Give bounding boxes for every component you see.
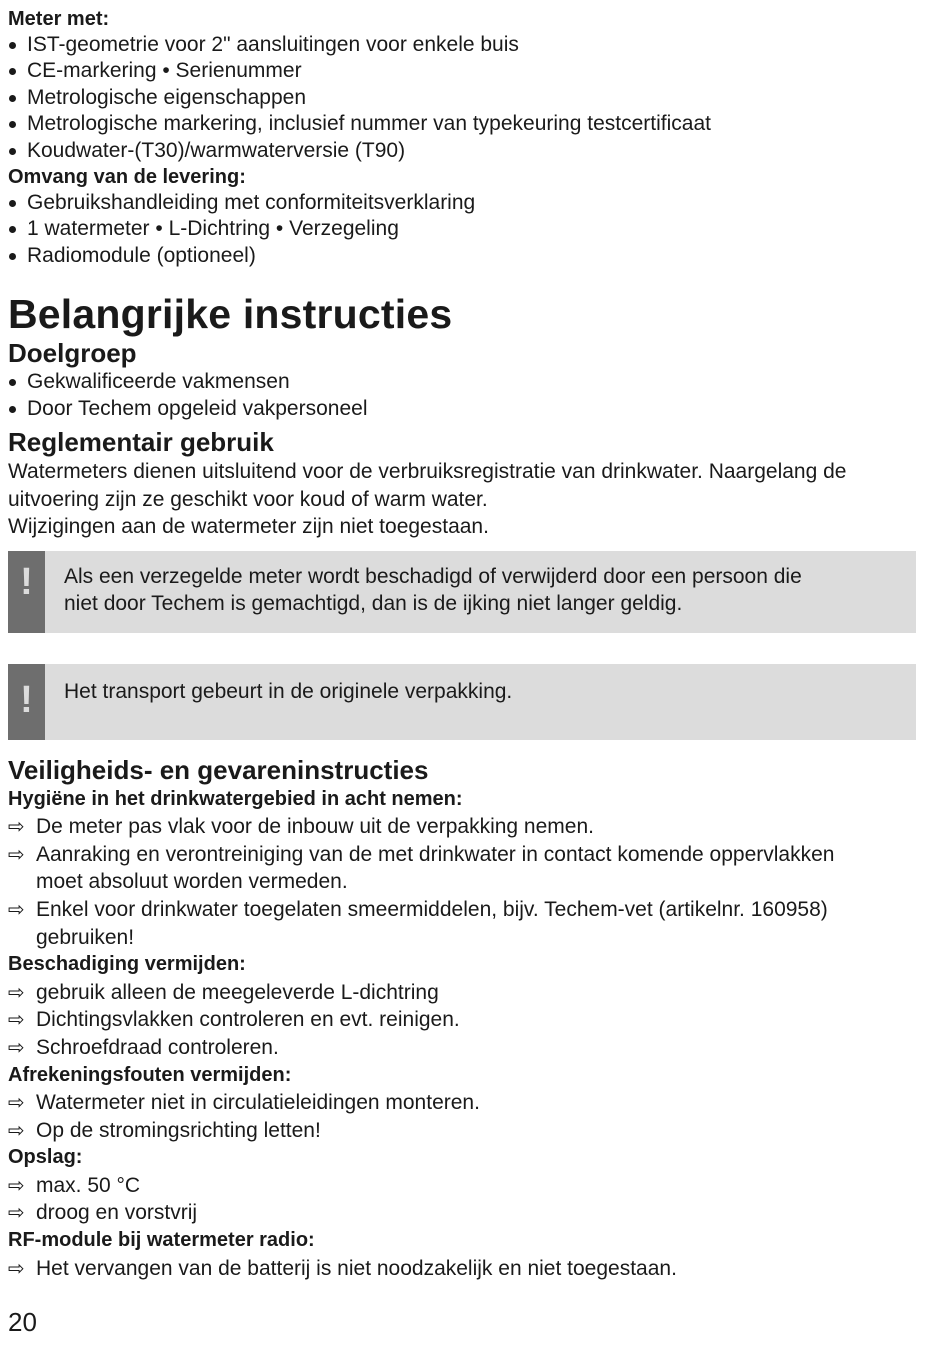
warning-box: [8, 551, 916, 633]
list-item: ⇨ droog en vorstvrij: [8, 1199, 933, 1227]
billing-heading: Afrekeningsfouten vermijden:: [8, 1063, 292, 1086]
bullet-icon: [9, 68, 16, 75]
exclamation-icon: !: [8, 551, 45, 633]
storage-list: [8, 1172, 933, 1227]
arrow-right-icon: ⇨: [8, 1007, 25, 1032]
list-item: CE-markering • Serienummer: [8, 58, 933, 84]
arrow-right-icon: ⇨: [8, 1200, 25, 1225]
list-item: ⇨ De meter pas vlak voor de inbouw uit de verpakking nemen.: [8, 813, 933, 841]
meter-heading: Meter met:: [8, 8, 110, 30]
safety-title: Veiligheids- en gevareninstructies: [8, 754, 429, 785]
storage-heading: Opslag:: [8, 1146, 83, 1169]
list-item: ⇨ Op de stromingsrichting letten!: [8, 1117, 933, 1145]
damage-list: [8, 979, 933, 1062]
list-item: ⇨ Het vervangen van de batterij is niet noodzakelijk en niet toegestaan.: [8, 1255, 933, 1283]
list-item: Radiomodule (optioneel): [8, 243, 933, 269]
list-item: ⇨ Schroefdraad controleren.: [8, 1034, 933, 1062]
arrow-right-icon: ⇨: [8, 1255, 25, 1280]
list-item: ⇨ Enkel voor drinkwater toegelaten smeermiddelen, bijv. Techem-vet (artikelnr. 160958) gebruiken!: [8, 896, 828, 949]
arrow-right-icon: ⇨: [8, 1117, 25, 1142]
bullet-icon: [9, 406, 16, 413]
arrow-right-icon: ⇨: [8, 1090, 25, 1115]
usage-heading: Reglementair gebruik: [8, 427, 274, 458]
usage-line: Watermeters dienen uitsluitend voor de verbruiksregistratie van drinkwater. Naargelang de: [8, 460, 847, 484]
list-item: Metrologische markering, inclusief nummer van typekeuring testcertificaat: [8, 111, 933, 137]
bullet-icon: [9, 226, 16, 233]
bullet-icon: [9, 253, 16, 260]
meter-list: [8, 32, 933, 164]
hygiene-list: [8, 813, 933, 951]
list-item: 1 watermeter • L-Dichtring • Verzegeling: [8, 216, 933, 242]
target-heading: Doelgroep: [8, 338, 137, 369]
delivery-list: [8, 190, 933, 269]
list-item: ⇨ Aanraking en verontreiniging van de met drinkwater in contact komende oppervlakken moet absoluut worden vermeden.: [8, 841, 835, 894]
arrow-right-icon: ⇨: [8, 979, 25, 1004]
list-item: Gebruikshandleiding met conformiteitsverklaring: [8, 190, 933, 216]
arrow-right-icon: ⇨: [8, 841, 25, 866]
billing-list: [8, 1089, 933, 1144]
bullet-icon: [9, 148, 16, 155]
manual-page: [8, 6, 933, 1282]
usage-line: uitvoering zijn ze geschikt voor koud of warm water.: [8, 487, 488, 511]
list-item: ⇨ gebruik alleen de meegeleverde L-dichtring: [8, 979, 933, 1007]
delivery-heading: Omvang van de levering:: [8, 166, 246, 189]
damage-heading: Beschadiging vermijden:: [8, 953, 246, 976]
exclamation-icon: !: [8, 664, 45, 740]
list-item: Gekwalificeerde vakmensen: [8, 369, 933, 395]
bullet-icon: [9, 42, 16, 49]
list-item: Metrologische eigenschappen: [8, 85, 933, 111]
arrow-right-icon: ⇨: [8, 1172, 25, 1197]
arrow-right-icon: ⇨: [8, 896, 25, 921]
rf-module-list: [8, 1255, 933, 1283]
hygiene-heading: Hygiëne in het drinkwatergebied in acht nemen:: [8, 787, 463, 810]
bullet-icon: [9, 95, 16, 102]
warning-text: Als een verzegelde meter wordt beschadigd of verwijderd door een persoon die niet door Techem is gemachtigd, dan is de ijking niet langer geldig.: [64, 564, 802, 616]
list-item: IST-geometrie voor 2" aansluitingen voor enkele buis: [8, 32, 933, 58]
warning-box: [8, 664, 916, 740]
bullet-icon: [9, 200, 16, 207]
target-list: [8, 369, 933, 422]
bullet-icon: [9, 121, 16, 128]
list-item: ⇨ Dichtingsvlakken controleren en evt. reinigen.: [8, 1006, 933, 1034]
list-item: ⇨ Watermeter niet in circulatieleidingen monteren.: [8, 1089, 933, 1117]
instructions-title: Belangrijke instructies: [8, 291, 453, 338]
arrow-right-icon: ⇨: [8, 814, 25, 839]
bullet-icon: [9, 379, 16, 386]
list-item: Koudwater-(T30)/warmwaterversie (T90): [8, 138, 933, 164]
page-number: 20: [8, 1307, 37, 1337]
list-item: ⇨ max. 50 °C: [8, 1172, 933, 1200]
list-item: Door Techem opgeleid vakpersoneel: [8, 396, 933, 422]
warning-text: Het transport gebeurt in de originele verpakking.: [64, 679, 513, 703]
rf-module-heading: RF-module bij watermeter radio:: [8, 1229, 315, 1252]
usage-line: Wijzigingen aan de watermeter zijn niet toegestaan.: [8, 515, 489, 539]
arrow-right-icon: ⇨: [8, 1034, 25, 1059]
